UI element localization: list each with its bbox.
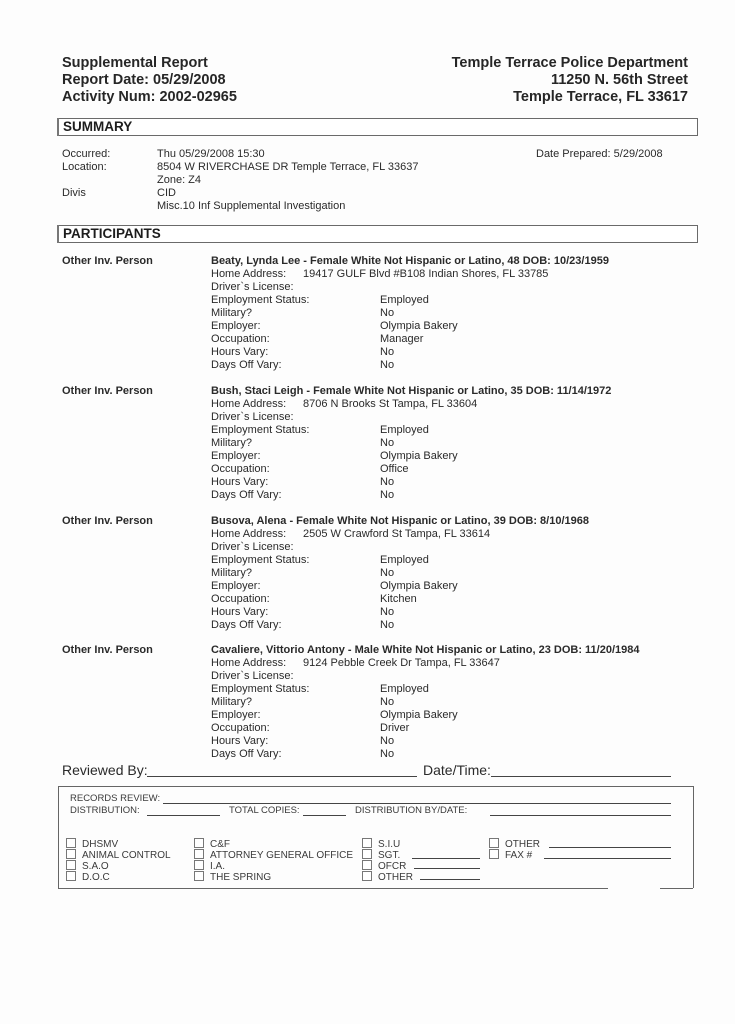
box-bottom-border-right: [660, 888, 693, 889]
military-value: No: [380, 307, 395, 319]
employer-value: Olympia Bakery: [380, 450, 458, 462]
checkbox-icon[interactable]: [66, 860, 76, 870]
checkbox-doc[interactable]: D.O.C: [66, 871, 110, 883]
employer-label: Employer:: [211, 320, 261, 332]
military-value: No: [380, 437, 395, 449]
days-off-vary-value: No: [380, 489, 395, 501]
home-address-value: 19417 GULF Blvd #B108 Indian Shores, FL 33785: [303, 268, 549, 280]
total-copies-field[interactable]: [303, 815, 346, 816]
date-time-field[interactable]: [491, 776, 671, 777]
occupation-value: Manager: [380, 333, 424, 345]
checkbox-icon[interactable]: [489, 849, 499, 859]
checkbox-icon[interactable]: [362, 838, 372, 848]
home-address-label: Home Address:: [211, 398, 287, 410]
checkbox-fax[interactable]: FAX #: [489, 849, 532, 861]
military-value: No: [380, 567, 395, 579]
date-time-label: Date/Time:: [423, 762, 491, 778]
misc-value: Misc.10 Inf Supplemental Investigation: [157, 200, 346, 212]
hours-vary-value: No: [380, 346, 395, 358]
sgt-field[interactable]: [412, 858, 480, 859]
checkbox-other-2[interactable]: OTHER: [489, 838, 540, 850]
checkbox-ofcr[interactable]: OFCR: [362, 860, 406, 872]
other-1-field[interactable]: [420, 879, 480, 880]
checkbox-sgt[interactable]: SGT.: [362, 849, 400, 861]
occupation-label: Occupation:: [211, 722, 270, 734]
scan-mark: [57, 118, 59, 136]
participants-section-header: PARTICIPANTS: [58, 225, 698, 243]
participant-role: Other Inv. Person: [62, 644, 153, 656]
checkbox-icon[interactable]: [194, 860, 204, 870]
hours-vary-value: No: [380, 606, 395, 618]
checkbox-icon[interactable]: [194, 849, 204, 859]
activity-num: Activity Num: 2002-02965: [62, 89, 237, 105]
occupation-value: Driver: [380, 722, 410, 734]
zone-value: Zone: Z4: [157, 174, 202, 186]
department-street: 11250 N. 56th Street: [550, 72, 688, 88]
reviewed-by-label: Reviewed By:: [62, 762, 148, 778]
reviewed-by-field[interactable]: [147, 776, 417, 777]
hours-vary-label: Hours Vary:: [211, 735, 269, 747]
ofcr-field[interactable]: [414, 868, 480, 869]
occupation-value: Kitchen: [380, 593, 417, 605]
fax-field[interactable]: [544, 858, 671, 859]
employment-status-value: Employed: [380, 294, 429, 306]
military-label: Military?: [211, 437, 252, 449]
divis-value: CID: [157, 187, 176, 199]
hours-vary-value: No: [380, 735, 395, 747]
checkbox-dhsmv[interactable]: DHSMV: [66, 838, 118, 850]
home-address-label: Home Address:: [211, 528, 287, 540]
checkbox-icon[interactable]: [194, 838, 204, 848]
checkbox-icon[interactable]: [362, 871, 372, 881]
home-address-value: 2505 W Crawford St Tampa, FL 33614: [303, 528, 491, 540]
days-off-vary-label: Days Off Vary:: [211, 359, 282, 371]
checkbox-the-spring[interactable]: THE SPRING: [194, 871, 271, 883]
report-header-left: [62, 55, 237, 106]
employment-status-value: Employed: [380, 554, 429, 566]
hours-vary-label: Hours Vary:: [211, 346, 269, 358]
employment-status-label: Employment Status:: [211, 554, 310, 566]
checkbox-icon[interactable]: [66, 871, 76, 881]
department-city: Temple Terrace, FL 33617: [513, 89, 688, 105]
employer-value: Olympia Bakery: [380, 709, 458, 721]
days-off-vary-label: Days Off Vary:: [211, 619, 282, 631]
occurred-label: Occurred:: [62, 148, 111, 160]
participant-role: Other Inv. Person: [62, 515, 153, 527]
employment-status-value: Employed: [380, 683, 429, 695]
military-label: Military?: [211, 307, 252, 319]
checkbox-ia[interactable]: I.A.: [194, 860, 225, 872]
scan-mark: [57, 225, 59, 243]
checkbox-icon[interactable]: [489, 838, 499, 848]
participant-heading: Busova, Alena - Female White Not Hispanic or Latino, 39 DOB: 8/10/1968: [211, 515, 589, 527]
days-off-vary-value: No: [380, 619, 395, 631]
checkbox-sao[interactable]: S.A.O: [66, 860, 109, 872]
employment-status-label: Employment Status:: [211, 683, 310, 695]
drivers-license-label: Driver`s License:: [211, 670, 294, 682]
distribution-label: DISTRIBUTION:: [70, 805, 140, 816]
employment-status-value: Employed: [380, 424, 429, 436]
divis-label: Divis: [62, 187, 86, 199]
employment-status-label: Employment Status:: [211, 294, 310, 306]
distribution-by-date-field[interactable]: [490, 815, 671, 816]
checkbox-siu[interactable]: S.I.U: [362, 838, 400, 850]
hours-vary-value: No: [380, 476, 395, 488]
home-address-value: 9124 Pebble Creek Dr Tampa, FL 33647: [303, 657, 500, 669]
department-name: Temple Terrace Police Department: [451, 55, 688, 71]
checkbox-cf[interactable]: C&F: [194, 838, 230, 850]
days-off-vary-label: Days Off Vary:: [211, 748, 282, 760]
location-label: Location:: [62, 161, 107, 173]
total-copies-label: TOTAL COPIES:: [229, 805, 300, 816]
home-address-value: 8706 N Brooks St Tampa, FL 33604: [303, 398, 478, 410]
military-label: Military?: [211, 567, 252, 579]
occupation-label: Occupation:: [211, 593, 270, 605]
records-review-label: RECORDS REVIEW:: [70, 793, 161, 804]
distribution-by-date-label: DISTRIBUTION BY/DATE:: [355, 805, 468, 816]
home-address-label: Home Address:: [211, 268, 287, 280]
occupation-label: Occupation:: [211, 333, 270, 345]
drivers-license-label: Driver`s License:: [211, 541, 294, 553]
location-value: 8504 W RIVERCHASE DR Temple Terrace, FL 33637: [157, 161, 419, 173]
occupation-label: Occupation:: [211, 463, 270, 475]
participant-heading: Cavaliere, Vittorio Antony - Male White Not Hispanic or Latino, 23 DOB: 11/20/1984: [211, 644, 640, 656]
drivers-license-label: Driver`s License:: [211, 281, 294, 293]
report-title: Supplemental Report: [62, 55, 208, 71]
employer-value: Olympia Bakery: [380, 580, 458, 592]
military-value: No: [380, 696, 395, 708]
employer-label: Employer:: [211, 709, 261, 721]
employer-label: Employer:: [211, 580, 261, 592]
checkbox-icon[interactable]: [66, 838, 76, 848]
checkbox-icon[interactable]: [194, 871, 204, 881]
military-label: Military?: [211, 696, 252, 708]
occupation-value: Office: [380, 463, 409, 475]
drivers-license-label: Driver`s License:: [211, 411, 294, 423]
box-bottom-border-left: [58, 888, 608, 889]
report-date: Report Date: 05/29/2008: [62, 72, 226, 88]
checkbox-animal-control[interactable]: ANIMAL CONTROL: [66, 849, 171, 861]
hours-vary-label: Hours Vary:: [211, 476, 269, 488]
participant-heading: Beaty, Lynda Lee - Female White Not Hispanic or Latino, 48 DOB: 10/23/1959: [211, 255, 609, 267]
participant-heading: Bush, Staci Leigh - Female White Not Hispanic or Latino, 35 DOB: 11/14/1972: [211, 385, 612, 397]
checkbox-other-1[interactable]: OTHER: [362, 871, 413, 883]
occurred-value: Thu 05/29/2008 15:30: [157, 148, 265, 160]
days-off-vary-value: No: [380, 359, 395, 371]
hours-vary-label: Hours Vary:: [211, 606, 269, 618]
home-address-label: Home Address:: [211, 657, 287, 669]
records-review-field[interactable]: [163, 803, 671, 804]
employment-status-label: Employment Status:: [211, 424, 310, 436]
report-header-right: [452, 55, 688, 106]
distribution-field[interactable]: [147, 815, 220, 816]
participant-role: Other Inv. Person: [62, 385, 153, 397]
other-2-field[interactable]: [549, 847, 671, 848]
employer-label: Employer:: [211, 450, 261, 462]
participant-role: Other Inv. Person: [62, 255, 153, 267]
checkbox-icon[interactable]: [362, 849, 372, 859]
employer-value: Olympia Bakery: [380, 320, 458, 332]
days-off-vary-label: Days Off Vary:: [211, 489, 282, 501]
date-prepared: Date Prepared: 5/29/2008: [536, 148, 663, 160]
checkbox-attorney-general-office[interactable]: ATTORNEY GENERAL OFFICE: [194, 849, 353, 861]
summary-section-header: SUMMARY: [58, 118, 698, 136]
days-off-vary-value: No: [380, 748, 395, 760]
checkbox-icon[interactable]: [66, 849, 76, 859]
checkbox-icon[interactable]: [362, 860, 372, 870]
